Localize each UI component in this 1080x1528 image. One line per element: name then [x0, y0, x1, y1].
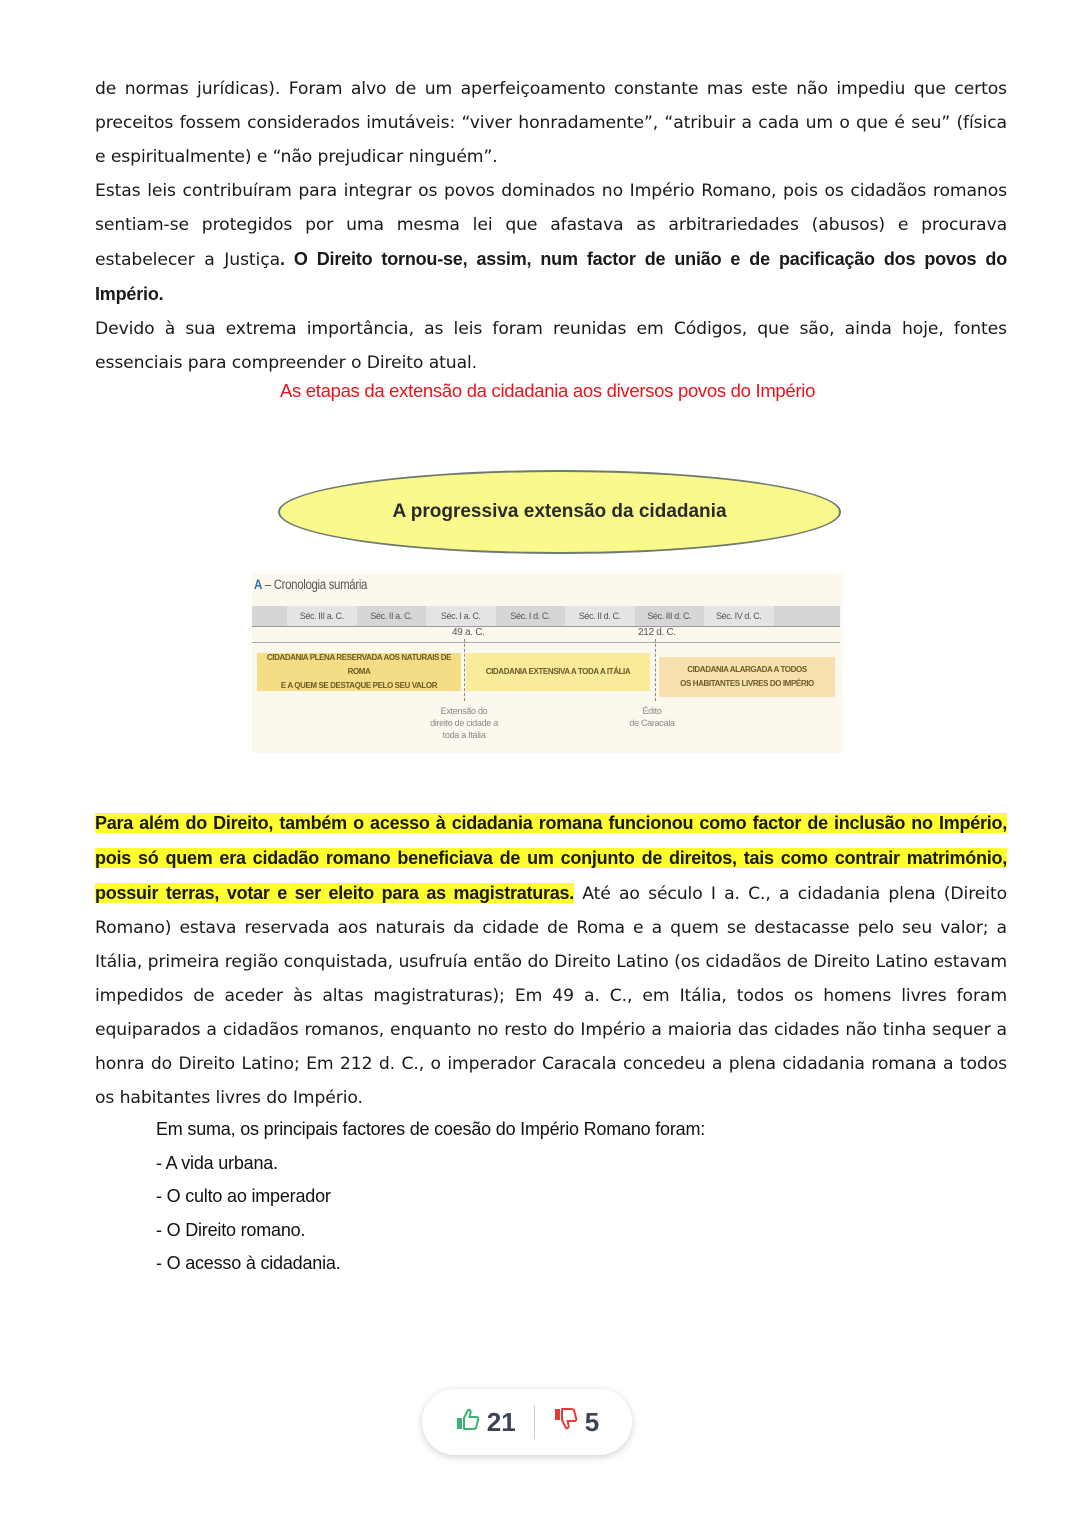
century-label: Séc. I a. C.	[426, 606, 496, 626]
timeline-marker-line	[655, 639, 656, 701]
chronology-title: A – Cronologia sumária	[254, 577, 368, 592]
century-bar	[252, 606, 840, 627]
century-label: Séc. IV d. C.	[704, 606, 774, 626]
bold-statement: . O Direito tornou-se, assim, num factor de união e de pacificação dos povos do Império.	[95, 249, 1007, 304]
vote-widget	[422, 1389, 632, 1455]
figure-title-ellipse: A progressiva extensão da cidadania	[278, 470, 841, 554]
summary-item: - O culto ao imperador	[156, 1186, 331, 1206]
text-block-top	[95, 72, 1007, 380]
century-label: Séc. III a. C.	[287, 606, 357, 626]
date-marker: 212 d. C.	[638, 627, 676, 638]
like-button[interactable]	[455, 1406, 516, 1439]
thumbs-down-icon	[553, 1406, 579, 1439]
century-label: Séc. III d. C.	[647, 611, 692, 621]
timeline-divider	[252, 642, 840, 643]
text-block-citizenship	[95, 806, 1007, 1115]
vote-separator	[534, 1405, 535, 1439]
date-marker: 49 a. C.	[452, 627, 485, 638]
summary-item: - O acesso à cidadania.	[156, 1253, 341, 1273]
dislike-button[interactable]	[553, 1406, 599, 1439]
thumbs-up-icon	[455, 1406, 481, 1439]
century-label: Séc. II a. C.	[370, 611, 413, 621]
century-label: Séc. II d. C.	[565, 606, 635, 626]
paragraph-codes: Devido à sua extrema importância, as leis foram reunidas em Códigos, que são, ainda hoje, fontes essenciais para compreender o Direito atual.	[95, 319, 1007, 373]
summary-intro: Em suma, os principais factores de coesão do Império Romano foram:	[156, 1119, 706, 1139]
period-box: CIDADANIA PLENA RESERVADA AOS NATURAIS DE ROMA E A QUEM SE DESTAQUE PELO SEU VALOR	[257, 653, 461, 691]
chronology-figure	[252, 573, 842, 753]
dislike-count: 5	[584, 1406, 600, 1437]
section-caption: As etapas da extensão da cidadania aos diversos povos do Império	[279, 380, 816, 401]
paragraph-integration: Estas leis contribuíram para integrar os povos dominados no Império Romano, pois os cidadãos romanos sentiam-se protegidos por uma mesma lei que afastava as arbitrariedades (abusos) e procurava estabelecer a Justiça. O Direito tornou-se, assim, num factor de união e de pacificação dos povos do Império.	[95, 181, 1007, 304]
highlighted-text: Para além do Direito, também o acesso à cidadania romana funcionou como factor de inclusão no Império, pois só quem era cidadão romano beneficiava de um conjunto de direitos, tais como contrair matrimónio, possuir terras, votar e ser eleito para as magistraturas.	[95, 813, 1007, 903]
timeline-note: Extensão do direito de cidade a toda a Itália	[430, 706, 498, 740]
summary-list	[156, 1113, 705, 1281]
summary-item: - O Direito romano.	[156, 1219, 306, 1240]
century-label: Séc. I d. C.	[510, 611, 551, 621]
period-box: CIDADANIA EXTENSIVA A TODA A ITÁLIA	[466, 653, 650, 691]
timeline-note: Édito de Caracala	[629, 706, 675, 728]
summary-item: - A vida urbana.	[156, 1152, 278, 1173]
timeline-marker-line	[464, 639, 465, 701]
like-count: 21	[486, 1406, 516, 1437]
paragraph-legal-precepts: de normas jurídicas). Foram alvo de um aperfeiçoamento constante mas este não impediu que certos preceitos fossem considerados imutáveis: “viver honradamente”, “atribuir a cada um o que é seu” (física e espiritualmente) e “não prejudicar ninguém”.	[95, 79, 1007, 167]
period-box: CIDADANIA ALARGADA A TODOS OS HABITANTES LIVRES DO IMPÉRIO	[659, 657, 835, 697]
paragraph-citizenship: Para além do Direito, também o acesso à cidadania romana funcionou como factor de inclusão no Império, pois só quem era cidadão romano beneficiava de um conjunto de direitos, tais como contrair matrimónio, possuir terras, votar e ser eleito para as magistraturas. Até ao século I a. C., a cidadania plena (Direito Romano) estava reservada aos naturais da cidade de Roma e a quem se destacasse pelo seu valor; a Itália, primeira região conquistada, usufruía então do Direito Latino (os cidadãos de Direito Latino estavam impedidos de aceder às altas magistraturas); Em 49 a. C., em Itália, todos os homens livres foram equiparados a cidadãos romanos, enquanto no resto do Império a maioria das cidades não tinha sequer a honra do Direito Latino; Em 212 d. C., o imperador Caracala concedeu a plena cidadania romana a todos os habitantes livres do Império.	[95, 813, 1007, 1108]
